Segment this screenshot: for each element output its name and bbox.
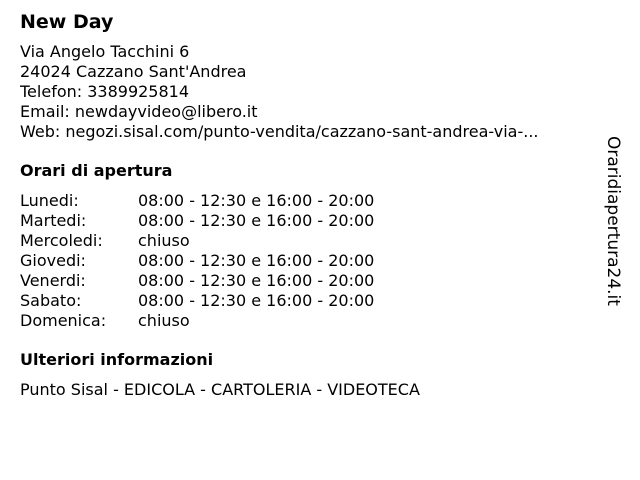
hours-row-thursday: [20, 251, 610, 271]
more-info-text: Punto Sisal - EDICOLA - CARTOLERIA - VIDEOTECA: [20, 380, 420, 399]
time-value: 08:00 - 12:30 e 16:00 - 20:00: [138, 291, 375, 310]
time-value: chiuso: [138, 311, 190, 330]
web-link[interactable]: Web: negozi.sisal.com/punto-vendita/cazzano-sant-andrea-via-...: [20, 122, 539, 141]
time-value: chiuso: [138, 231, 190, 250]
hours-row-saturday: [20, 291, 610, 311]
day-label: Martedi:: [20, 211, 87, 230]
address-line-1: Via Angelo Tacchini 6: [20, 42, 190, 61]
hours-row-wednesday: [20, 231, 610, 251]
day-label: Giovedi:: [20, 251, 86, 270]
day-label: Lunedi:: [20, 191, 79, 210]
hours-row-sunday: [20, 311, 610, 331]
day-label: Domenica:: [20, 311, 107, 330]
opening-hours-list: [20, 191, 610, 331]
time-value: 08:00 - 12:30 e 16:00 - 20:00: [138, 271, 375, 290]
time-value: 08:00 - 12:30 e 16:00 - 20:00: [138, 191, 375, 210]
phone-text: Telefon: 3389925814: [20, 82, 190, 101]
address-line-2: 24024 Cazzano Sant'Andrea: [20, 62, 247, 81]
email-text: Email: newdayvideo@libero.it: [20, 102, 258, 121]
brand-watermark: Oraridiapertura24.it: [603, 136, 623, 306]
day-label: Mercoledi:: [20, 231, 103, 250]
opening-hours-heading: Orari di apertura: [20, 161, 173, 180]
business-card: [20, 10, 610, 400]
hours-row-friday: [20, 271, 610, 291]
day-label: Sabato:: [20, 291, 82, 310]
business-name: New Day: [20, 11, 114, 33]
day-label: Venerdi:: [20, 271, 86, 290]
time-value: 08:00 - 12:30 e 16:00 - 20:00: [138, 251, 375, 270]
more-info-heading: Ulteriori informazioni: [20, 350, 214, 369]
hours-row-monday: [20, 191, 610, 211]
hours-row-tuesday: [20, 211, 610, 231]
time-value: 08:00 - 12:30 e 16:00 - 20:00: [138, 211, 375, 230]
